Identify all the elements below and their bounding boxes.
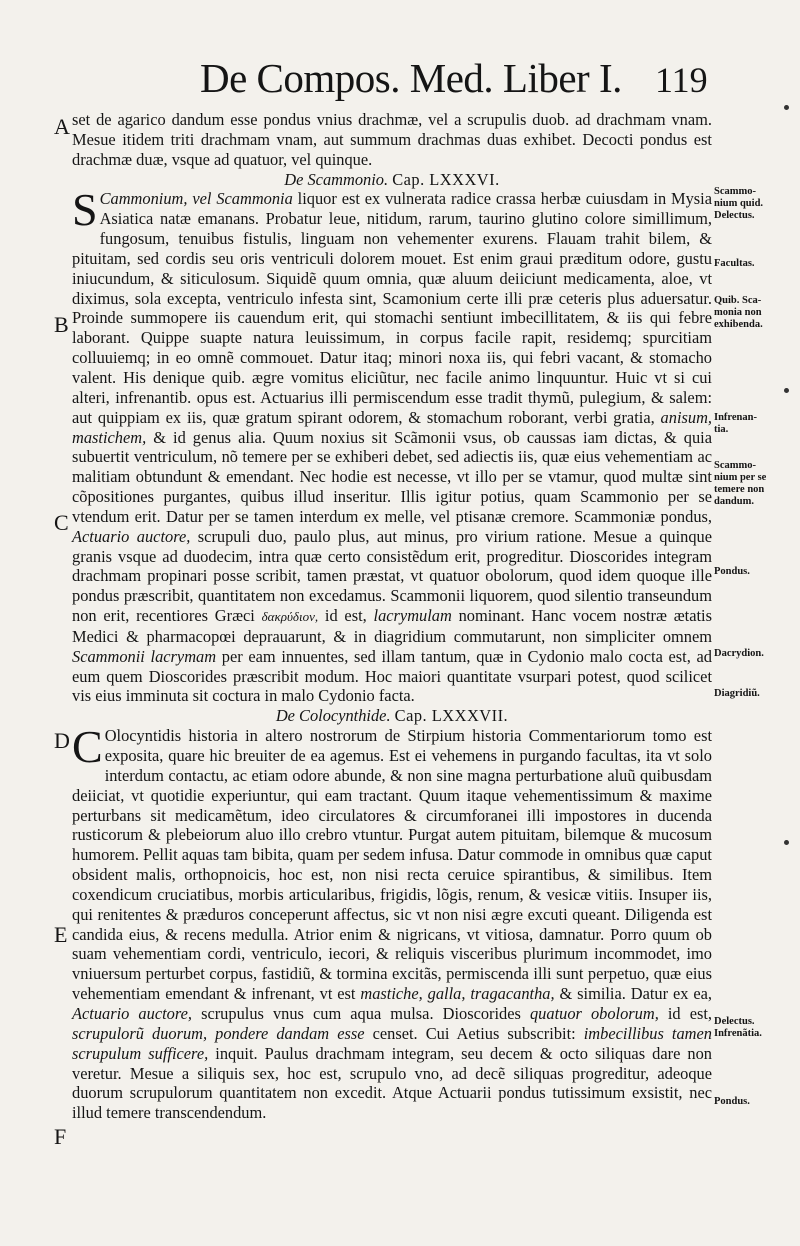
margin-letter-c: C xyxy=(54,510,69,535)
margin-dot xyxy=(784,388,789,393)
margin-note-diagridium: Diagridiũ. xyxy=(714,688,760,699)
margin-note-scammonium-delectus: Scammo- nium quid. Delectus. xyxy=(714,186,764,221)
running-title: De Compos. Med. Liber I. xyxy=(200,55,622,101)
margin-letter-a: A xyxy=(54,114,70,139)
margin-letter-f: F xyxy=(54,1124,67,1149)
drop-capital: C xyxy=(72,721,103,773)
drop-capital: S xyxy=(72,184,98,236)
margin-letter-b: B xyxy=(54,312,69,337)
paragraph-colocynthis: C Olocyntidis historia in altero nostrorum de Stirpium historia Commentariorum tomo est exposita, quare hic breuiter de ea agemus. Est ei vehemens in purgando facultas, ita vt solo interdum contactu, ac etiam odore abunde, & non sine magna perturbatione aluũ quibusdam deiiciat, vt quotidie experiuntur, qui eam tractant. Quum itaque vehementissimum & maxime perturbans sit medicamẽtum, ideo circulatores & circumforanei illi impostores in ducenda rusticorum & plebeiorum aluo illo crebro vtuntur. Purgat autem pituitam, bilemque & mucosum humorem. Pellit aquas tam bibita, quam per sedem infusa. Datur commode in omnibus quæ caput obsident malis, orthopnoicis, hoc est, non nisi recta ceruice spirantibus, & similibus. Item coxendicum cruciatibus, morbis articularibus, frigidis, lõgis, renum, & vesicæ vitiis. Insuper iis, qui renitentes & præduros conceperunt affectus, sic vt non nisi ægre excuti queant. Diligenda est candida eius, & recens medulla. Atrior enim & nigricans, vt vitiosa, damnatur. Porro quum ob suam vehementiam cordi, ventriculo, iecori, & reliquis visceribus plurimum incommodet, imo vniuersum perturbet corpus, fastidiũ, & tormina excitãs, permiscenda illi sunt perpetuo, quæ eius vehementiam emendant & infrenant, vt est mastiche, galla, tragacantha, & similia. Datur ex ea, Actuario auctore, scrupulus vnus cum aqua mulsa. Dioscorides quatuor obolorum, id est, scrupulorũ duorum, pondere dandam esse censet. Cui Aetius subscribit: imbecillibus tamen scrupulum sufficere, inquit. Paulus drachmam integram, seu decem & octo siliquas dare non veretur. Mesue a siliquis sex, hoc est, scrupulo vno, ad decẽ siliquas progreditur, adeoque duorum scrupulorum quantitatem non excedit. Atque Actuarii pondus tutissimum exsistit, nec illud temere transcendendum. xyxy=(72,721,713,1123)
chapter-number: Cap. LXXXVII. xyxy=(394,706,509,726)
chapter-heading-scammonium xyxy=(72,170,712,190)
margin-note-pondus-2: Pondus. xyxy=(714,1096,750,1107)
margin-letter-d: D xyxy=(54,728,70,753)
main-text-column xyxy=(72,110,712,1123)
margin-note-dacrydion: Dacrydion. xyxy=(714,648,764,659)
margin-dot xyxy=(784,840,789,845)
chapter-heading-colocynthis xyxy=(72,706,712,726)
chapter-title: De Colocynthide. xyxy=(275,706,391,726)
margin-note-quib-scamonia: Quib. Sca- monia non exhibenda. xyxy=(714,295,763,330)
chapter-number: Cap. LXXXVI. xyxy=(392,169,500,189)
margin-note-scammonium-per-se: Scammo- nium per se temere non dandum. xyxy=(714,460,767,507)
margin-note-pondus-1: Pondus. xyxy=(714,566,750,577)
paragraph-scammonium: S Cammonium, vel Scammonia liquor est ex vulnerata radice crassa herbæ cuiusdam in Mysia Asiatica natæ emanans. Probatur leue, nitidum, rarum, taurino glutino colore simillimum, fungosum, tenuibus fistulis, linguam non vehementer exurens. Flauam trahit bilem, & pituitam, sed cordis seu oris ventriculi dolorem mouet. Est enim graui præditum odore, gustu iniucundum, & siticulosum. Siquidẽ quum omnia, quæ aluum deiiciunt medicamenta, aloe, vt diximus, sola excepta, ventriculo infesta sint, Scamonium certe illi præ ceteris plus aduersatur. Proinde summopere iis cauendum erit, qui stomachi sentiunt imbecillitatem, & iis qui febre laborant. Quippe suapte natura leuissimum, in corpus facile rapit, residemq; spurcitiam colluuiemq; in eo omnẽ commouet. Datur itaq; minori noxa iis, qui febri vacant, & stomacho valent. His denique quib. ægre vomitus eliciũtur, nec facile animo linquuntur. Huic vt si cui alteri, infrenantib. opus est. Actuarius illi permiscendum esse tradit thymũ, pulegium, & salem: aut quippiam ex iis, quæ gratum spirant odorem, & stomachum roborant, verbi gratia, anisum, mastichem, & id genus alia. Quum noxius sit Scãmonii vsus, ob caussas iam dictas, & quia subuertit ventriculum, nõ temere per se exhiberi debet, sed adiectis iis, quæ eius vehementiam ac malitiam obtundunt & emendant. Nec hodie est necesse, vt illo per se vtamur, quod multæ sint cõpositiones purgantes, quibus illud inseritur. Illis igitur potius, quam Scammonio per se vtendum erit. Datur per se tamen interdum ex melle, vel ptisanæ cremore. Scammoniæ pondus, Actuario auctore, scrupuli duo, paulo plus, aut minus, pro virium ratione. Mesue a quinque granis vsque ad duodecim, intra quæ certo consistẽdum erit, progreditur. Dioscorides integram drachmam propinari posse scribit, tamen præstat, vt quatuor obolorum, quod idem quoque ille pondus præscribit, quantitatem non excedamus. Scammonii liquorem, quod silentio transeundum non erit, recentiores Græci δακρύδιον, id est, lacrymulam nominant. Hanc vocem nostræ ætatis Medici & pharmacopœi deprauarunt, & in diagridium commutarunt, non simpliciter omnem Scammonii lacrymam per eam innuentes, sed illam tantum, quæ in Cydonio malo cocta est, ad eum quem Dioscorides præscribit modum. Hoc maiori quantitate vsurpari potest, quod scilicet vis eius imminuta sit coctura in malo Cydonio facta. xyxy=(72,184,712,706)
margin-letter-e: E xyxy=(54,922,68,947)
margin-note-facultas: Facultas. xyxy=(714,258,755,269)
page-number: 119 xyxy=(655,60,708,100)
chapter-title: De Scammonio. xyxy=(284,169,389,189)
margin-note-infrenantia: Infrenan- tia. xyxy=(714,412,757,435)
paragraph-agaricum-end: set de agarico dandum esse pondus vnius drachmæ, vel a scrupulis duob. ad drachmam vnam. Mesue itidem triti drachmam vnam, aut summum drachmas duas exhibet. Decocti pondus est drachmæ duæ, vsque ad quatuor, vel quinque. xyxy=(72,110,712,169)
margin-note-delectus-infrenantia: Delectus. Infrenãtia. xyxy=(714,1016,762,1039)
margin-dot xyxy=(784,105,789,110)
